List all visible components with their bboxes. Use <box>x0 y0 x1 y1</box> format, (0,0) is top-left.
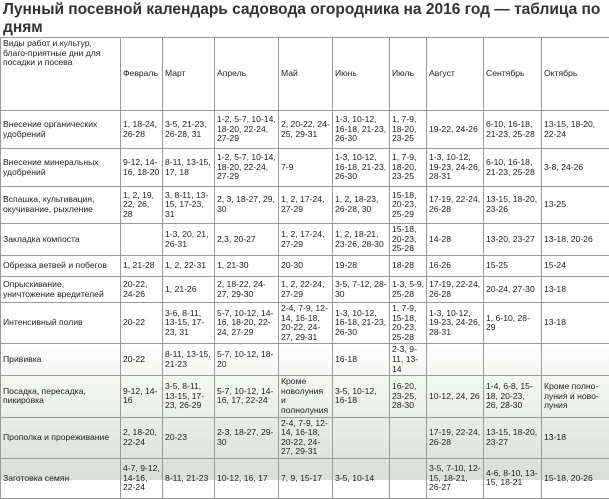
row-label: Вспашка, культивация, окучивание, рыхление <box>1 187 121 224</box>
table-cell: 1, 2, 19, 22, 26, 28 <box>121 187 163 224</box>
table-cell: 13-18 <box>542 277 609 303</box>
table-cell: 8-11, 13-15, 21-23 <box>163 344 215 376</box>
table-cell: 15-18, 20-23, 25-29 <box>390 187 427 224</box>
header-row <box>1 38 609 111</box>
table-cell: 2-4, 7-9, 12-14, 16-18, 20-22, 24-27, 29-31 <box>279 303 333 344</box>
header-cell-month: Сентябрь <box>484 38 542 111</box>
table-cell: 1-4, 6-8, 15-18, 20-23, 26, 28-30 <box>484 376 542 417</box>
table-cell: 20-22 <box>121 303 163 344</box>
header-cell-month: Май <box>279 38 333 111</box>
table-cell <box>333 417 390 458</box>
table-cell: 1, 18-24, 26-28 <box>121 111 163 149</box>
page-title: Лунный посевной календарь садовода огородника на 2016 год — таблица по дням <box>3 1 603 37</box>
table-row <box>1 417 609 458</box>
table-cell: 3-5, 10-12, 16-18 <box>333 376 390 417</box>
table-cell: 1-3, 5-9, 25-28 <box>390 277 427 303</box>
table-cell: 3-5, 8-11, 13-15, 17-23, 26-29 <box>163 376 215 417</box>
table-cell: 2, 18-20, 22-24 <box>121 417 163 458</box>
header-cell-month: Июнь <box>333 38 390 111</box>
table-row <box>1 344 609 376</box>
table-cell: 17-19, 22-24, 26-28 <box>427 187 484 224</box>
table-cell <box>427 344 484 376</box>
table-cell: 1-2, 5-7, 10-14, 18-20, 22-24, 27-29 <box>215 149 279 187</box>
table-cell: 20-22, 24-26 <box>121 277 163 303</box>
table-cell: 1, 2, 17-24, 27-29 <box>279 224 333 256</box>
table-cell: 3-5, 7-12, 28-30 <box>333 277 390 303</box>
table-cell: 16-18 <box>333 344 390 376</box>
table-cell: 1-3, 10-12, 19-23, 24-26, 28-31 <box>427 303 484 344</box>
row-label: Прополка и прореживание <box>1 417 121 458</box>
table-row <box>1 303 609 344</box>
table-cell: 1, 2, 18-23, 26-28, 30 <box>333 187 390 224</box>
table-cell: 9-12, 14-16 <box>121 376 163 417</box>
table-cell: 13-25 <box>542 187 609 224</box>
table-cell: 1, 21-26 <box>163 277 215 303</box>
table-row <box>1 458 609 498</box>
table-cell: 1, 6-10, 28-29 <box>484 303 542 344</box>
table-cell: 2-3, 18-27, 29-30 <box>215 417 279 458</box>
table-cell: 18-28 <box>390 256 427 277</box>
table-cell: 2-3, 9-11, 13-14 <box>390 344 427 376</box>
table-cell: 1, 2, 18-21, 23-26, 28-30 <box>333 224 390 256</box>
table-cell: 8-11, 21-23 <box>163 458 215 498</box>
table-cell: 4-7, 9-12, 14-16, 22-24 <box>121 458 163 498</box>
table-cell: 1, 7-9, 18-20, 23-25 <box>390 149 427 187</box>
calendar-table <box>0 37 609 499</box>
table-cell: 1-3, 20, 21, 26-31 <box>163 224 215 256</box>
table-row <box>1 187 609 224</box>
table-cell: 4-6, 8-10, 13-15, 18-21 <box>484 458 542 498</box>
table-row <box>1 256 609 277</box>
table-cell: 16-20, 23-25, 28-30 <box>390 376 427 417</box>
table-cell: 1, 7-9, 18-20, 23-25 <box>390 111 427 149</box>
table-cell: 6-10, 16-18, 21-23, 25-28 <box>484 149 542 187</box>
table-cell: 1-3, 10-12, 19-23, 24-26, 28-31 <box>427 149 484 187</box>
table-cell: 20-24, 27-30 <box>484 277 542 303</box>
table-cell: 7-9 <box>279 149 333 187</box>
table-cell: 6-10, 16-18, 21-23, 25-28 <box>484 111 542 149</box>
row-label: Внесение минеральных удобрений <box>1 149 121 187</box>
table-cell: 8-11, 13-15, 17, 18 <box>163 149 215 187</box>
table-cell: 17-19, 22-24, 26-28 <box>427 417 484 458</box>
table-cell <box>484 344 542 376</box>
table-cell: 15-24 <box>542 256 609 277</box>
table-cell: 2, 20-22, 24-25, 29-31 <box>279 111 333 149</box>
table-cell: 3-5, 21-23, 26-28, 31 <box>163 111 215 149</box>
table-cell: 1-3, 10-12, 16-18, 21-23, 26-30 <box>333 149 390 187</box>
table-cell: 5-7, 10-12, 14-16, 17, 22-24 <box>215 376 279 417</box>
row-label: Прививка <box>1 344 121 376</box>
header-cell-month: Февраль <box>121 38 163 111</box>
table-cell: 20-22 <box>121 344 163 376</box>
table-row <box>1 149 609 187</box>
header-cell-month: Август <box>427 38 484 111</box>
table-cell: 2, 3, 18-27, 29, 30 <box>215 187 279 224</box>
table-cell: 1, 21-30 <box>215 256 279 277</box>
table-cell: 20-23 <box>163 417 215 458</box>
table-row <box>1 224 609 256</box>
table-cell <box>121 224 163 256</box>
table-cell: 19-22, 24-26 <box>427 111 484 149</box>
row-label: Опрыскивание, уничтожение вредителей <box>1 277 121 303</box>
table-cell: 13-18 <box>542 417 609 458</box>
table-cell: Кроме новолуния и полнолуния <box>279 376 333 417</box>
table-cell: 10-12, 24, 26 <box>427 376 484 417</box>
table-cell: 1, 21-28 <box>121 256 163 277</box>
table-cell <box>279 344 333 376</box>
row-label: Внесение органических удобрений <box>1 111 121 149</box>
table-cell: 17-19, 22-24, 26-28 <box>427 277 484 303</box>
table-cell: 19-28 <box>333 256 390 277</box>
table-cell: 1, 2, 17-24, 27-29 <box>279 187 333 224</box>
table-cell: 2-4, 7-9, 12-14, 16-18, 20-22, 24-27, 29-31 <box>279 417 333 458</box>
row-label: Посадка, пересадка, пикировка <box>1 376 121 417</box>
table-cell: 1-3, 10-12, 16-18, 21-23, 26-30 <box>333 303 390 344</box>
table-cell: 14-28 <box>427 224 484 256</box>
table-cell: 9-12, 14-16, 18-20 <box>121 149 163 187</box>
row-label: Обрезка ветвей и побегов <box>1 256 121 277</box>
table-cell: 1-2, 5-7, 10-14, 18-20, 22-24, 27-29 <box>215 111 279 149</box>
header-cell-month: Июль <box>390 38 427 111</box>
table-cell: 15-18, 20-26 <box>542 458 609 498</box>
table-cell: 5-7, 10-12, 14-16, 18-20, 22-24, 27-29 <box>215 303 279 344</box>
table-cell: 13-18, 20-26 <box>542 224 609 256</box>
table-cell: 13-15, 18-20, 23-27 <box>484 417 542 458</box>
table-cell: 1-3, 10-12, 16-18, 21-23, 26-30 <box>333 111 390 149</box>
table-cell <box>390 417 427 458</box>
table-cell: 3-5, 7-10, 12-15, 18-21, 26-27 <box>427 458 484 498</box>
table-row <box>1 111 609 149</box>
header-cell-month: Октябрь <box>542 38 609 111</box>
table-cell: 16-26 <box>427 256 484 277</box>
table-cell: 13-15, 18-20, 23-26 <box>484 187 542 224</box>
table-cell: 15-18, 20-23, 25-28 <box>390 224 427 256</box>
table-cell: 15-25 <box>484 256 542 277</box>
table-cell: 10-12, 16, 17 <box>215 458 279 498</box>
table-cell: 2, 18-22, 24-27, 29-30 <box>215 277 279 303</box>
table-cell: 3, 8-11, 13-15, 17-23, 31 <box>163 187 215 224</box>
table-cell: 3-6, 8-11, 13-15, 17-23, 31 <box>163 303 215 344</box>
table-cell: 2,3, 20-27 <box>215 224 279 256</box>
row-label: Заготовка семян <box>1 458 121 498</box>
table-row <box>1 277 609 303</box>
table-cell: 1, 2, 22-24, 27-29 <box>279 277 333 303</box>
row-label: Закладка компоста <box>1 224 121 256</box>
table-cell: 3-8, 24-26 <box>542 149 609 187</box>
table-cell: 1, 7-9, 15-18, 20-23, 25-28 <box>390 303 427 344</box>
header-cell-month: Апрель <box>215 38 279 111</box>
table-cell: 13-20, 23-27 <box>484 224 542 256</box>
table-cell <box>390 458 427 498</box>
table-cell: 7, 9, 15-17 <box>279 458 333 498</box>
table-cell: 13-15, 18-20, 22-24 <box>542 111 609 149</box>
table-cell <box>542 344 609 376</box>
table-cell: 13-18 <box>542 303 609 344</box>
table-cell: 3-5, 10-14 <box>333 458 390 498</box>
table-row <box>1 376 609 417</box>
table-cell: 5-7, 10-12, 18-20 <box>215 344 279 376</box>
table-cell: Кроме полно-луния и ново-луния <box>542 376 609 417</box>
header-cell-work-types: Виды работ и культур, благо-приятные дни для посадки и посева <box>1 38 121 111</box>
header-cell-month: Март <box>163 38 215 111</box>
table-cell: 1, 2, 22-31 <box>163 256 215 277</box>
row-label: Интенсивный полив <box>1 303 121 344</box>
table-cell: 20-30 <box>279 256 333 277</box>
